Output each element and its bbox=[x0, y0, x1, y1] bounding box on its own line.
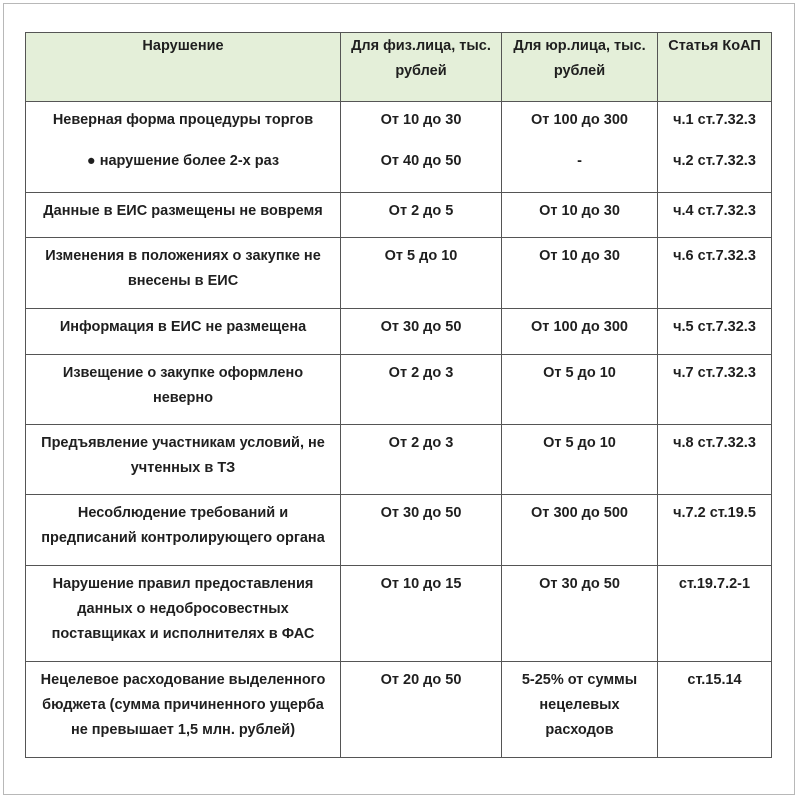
table-row bbox=[26, 495, 772, 566]
legal-fine-cell: От 5 до 10 bbox=[502, 355, 658, 425]
table-row bbox=[26, 355, 772, 425]
violation-cell: Нарушение правил предоставления данных о недобросовестных поставщиках и исполнителях в ФАС bbox=[26, 566, 341, 662]
legal-fine-cell: От 5 до 10 bbox=[502, 425, 658, 495]
individual-fine: От 10 до 30 bbox=[380, 112, 462, 128]
table-row bbox=[26, 662, 772, 758]
individual-fine-cell: От 10 до 15 bbox=[341, 566, 502, 662]
individual-fine-cell: От 30 до 50 bbox=[341, 309, 502, 355]
violation-cell: Предъявление участникам условий, не учтенных в ТЗ bbox=[26, 425, 341, 495]
article-cell bbox=[658, 102, 772, 193]
violation-cell: Изменения в положениях о закупке не внесены в ЕИС bbox=[26, 238, 341, 309]
legal-fine: - bbox=[577, 153, 582, 169]
header-individual: Для физ.лица, тыс. рублей bbox=[341, 33, 502, 102]
article-cell: ч.7 ст.7.32.3 bbox=[658, 355, 772, 425]
article-cell: ч.5 ст.7.32.3 bbox=[658, 309, 772, 355]
violation-subitem: ● нарушение более 2-х раз bbox=[86, 153, 280, 169]
individual-fine-cell: От 30 до 50 bbox=[341, 495, 502, 566]
table-row bbox=[26, 102, 772, 193]
legal-fine-cell: От 30 до 50 bbox=[502, 566, 658, 662]
violation-line: Неверная форма процедуры торгов bbox=[52, 112, 314, 128]
article-cell: ст.15.14 bbox=[658, 662, 772, 758]
legal-fine-cell: От 10 до 30 bbox=[502, 193, 658, 238]
article-cell: ст.19.7.2-1 bbox=[658, 566, 772, 662]
individual-fine-cell: От 2 до 3 bbox=[341, 355, 502, 425]
table-row bbox=[26, 238, 772, 309]
violation-cell bbox=[26, 102, 341, 193]
article-cell: ч.4 ст.7.32.3 bbox=[658, 193, 772, 238]
legal-fine-cell: От 300 до 500 bbox=[502, 495, 658, 566]
article: ч.2 ст.7.32.3 bbox=[673, 153, 756, 169]
violation-cell: Несоблюдение требований и предписаний контролирующего органа bbox=[26, 495, 341, 566]
legal-fine-cell: От 100 до 300 bbox=[502, 309, 658, 355]
violation-cell: Извещение о закупке оформлено неверно bbox=[26, 355, 341, 425]
individual-fine-cell bbox=[341, 102, 502, 193]
legal-fine-cell: От 10 до 30 bbox=[502, 238, 658, 309]
article-cell: ч.6 ст.7.32.3 bbox=[658, 238, 772, 309]
article-cell: ч.7.2 ст.19.5 bbox=[658, 495, 772, 566]
article: ч.1 ст.7.32.3 bbox=[673, 112, 756, 128]
table-row bbox=[26, 193, 772, 238]
individual-fine-cell: От 20 до 50 bbox=[341, 662, 502, 758]
individual-fine-cell: От 2 до 5 bbox=[341, 193, 502, 238]
legal-fine-cell bbox=[502, 102, 658, 193]
table-row bbox=[26, 566, 772, 662]
header-legal-entity: Для юр.лица, тыс. рублей bbox=[502, 33, 658, 102]
individual-fine-cell: От 2 до 3 bbox=[341, 425, 502, 495]
header-article: Статья КоАП bbox=[658, 33, 772, 102]
header-violation: Нарушение bbox=[26, 33, 341, 102]
violation-cell: Нецелевое расходование выделенного бюджета (сумма причиненного ущерба не превышает 1,5 млн. рублей) bbox=[26, 662, 341, 758]
article-cell: ч.8 ст.7.32.3 bbox=[658, 425, 772, 495]
fines-table bbox=[25, 32, 772, 758]
header-row bbox=[26, 33, 772, 102]
table-row bbox=[26, 425, 772, 495]
violation-cell: Данные в ЕИС размещены не вовремя bbox=[26, 193, 341, 238]
individual-fine: От 40 до 50 bbox=[380, 153, 462, 169]
individual-fine-cell: От 5 до 10 bbox=[341, 238, 502, 309]
violation-cell: Информация в ЕИС не размещена bbox=[26, 309, 341, 355]
table-row bbox=[26, 309, 772, 355]
legal-fine-cell: 5-25% от суммы нецелевых расходов bbox=[502, 662, 658, 758]
legal-fine: От 100 до 300 bbox=[531, 112, 628, 128]
